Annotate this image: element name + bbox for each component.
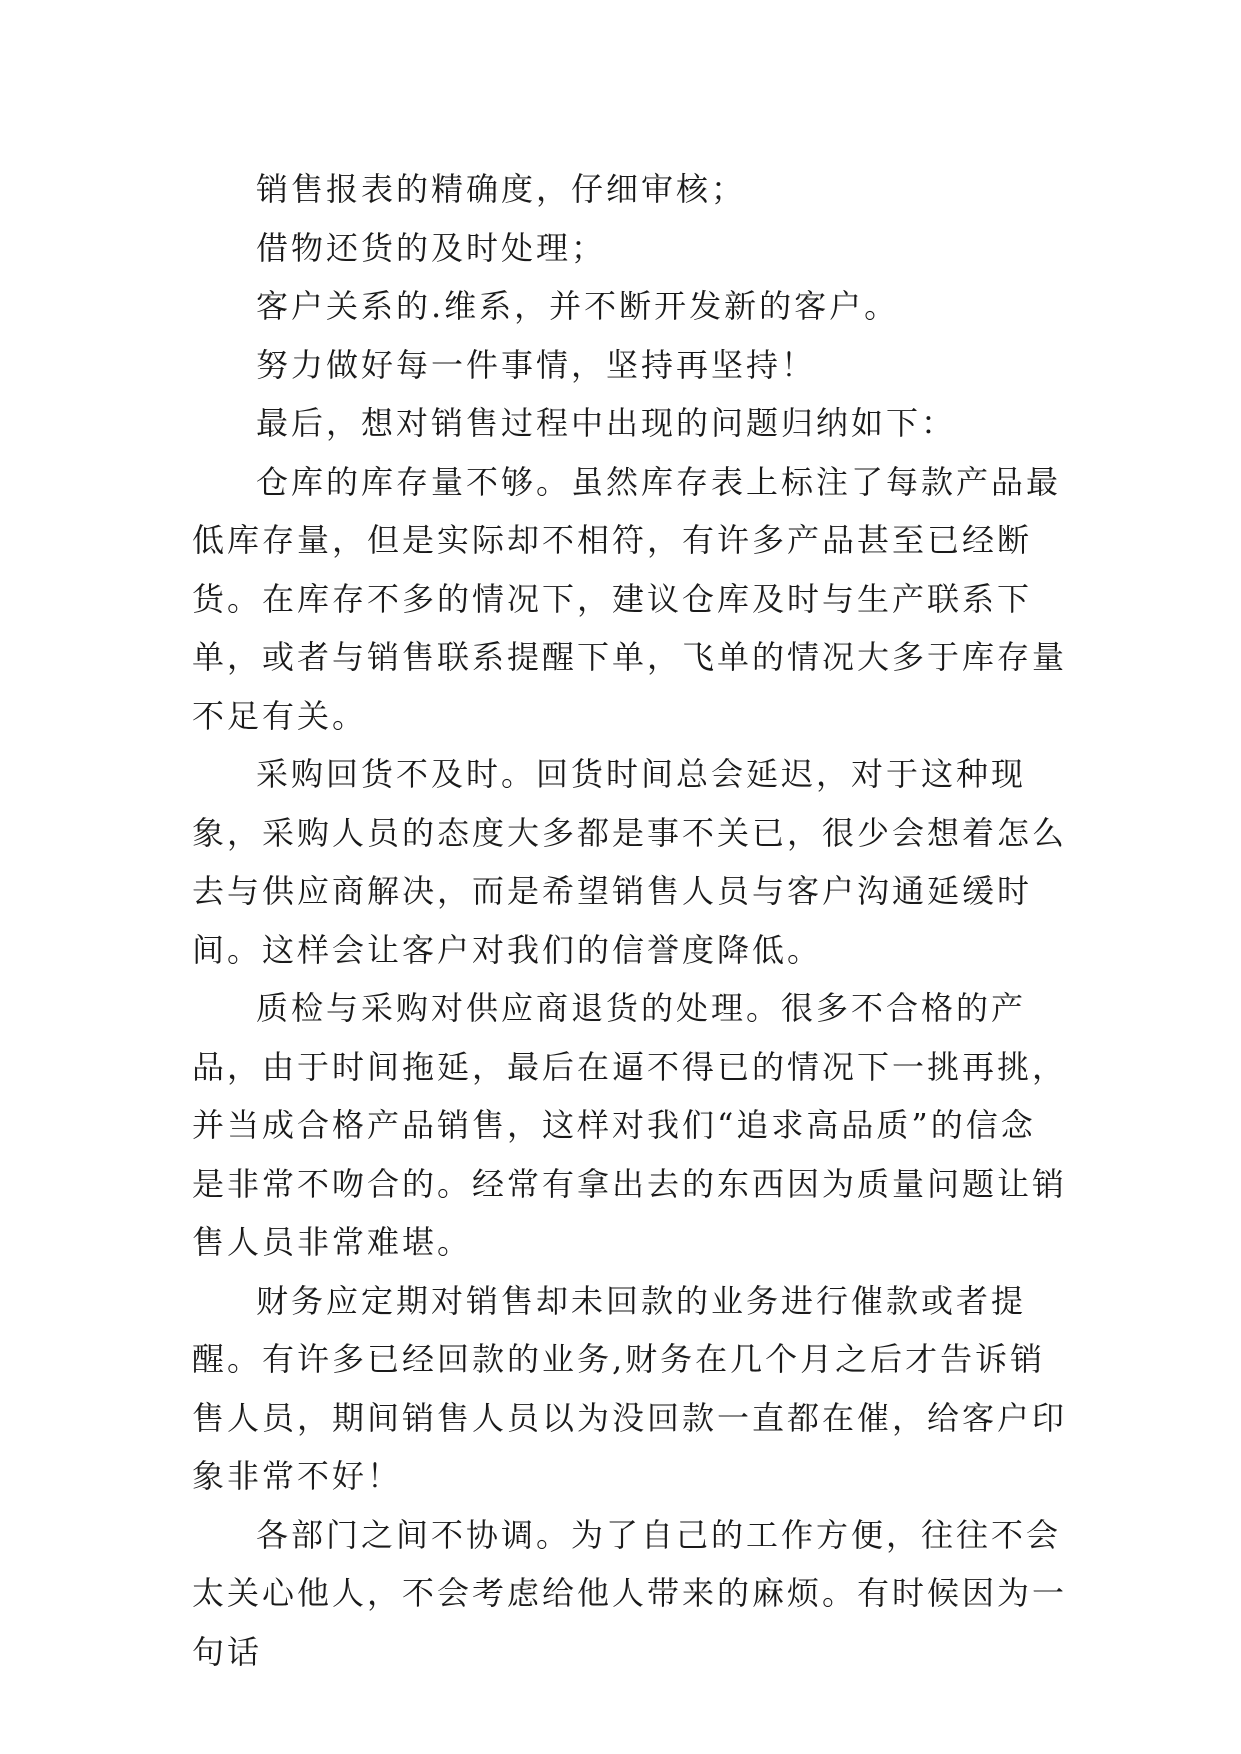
paragraph: 质检与采购对供应商退货的处理。很多不合格的产品，由于时间拖延，最后在逼不得已的情况下一挑再挑，并当成合格产品销售，这样对我们“追求高品质”的信念是非常不吻合的。经常有拿出去的东西因为质量问题让销售人员非常难堪。 bbox=[192, 989, 1068, 1261]
paragraph: 各部门之间不协调。为了自己的工作方便，往往不会太关心他人，不会考虑给他人带来的麻烦。有时候因为一句话 bbox=[192, 1515, 1068, 1671]
paragraph: 仓库的库存量不够。虽然库存表上标注了每款产品最低库存量，但是实际却不相符，有许多产品甚至已经断货。在库存不多的情况下，建议仓库及时与生产联系下单，或者与销售联系提醒下单，飞单的情况大多于库存量不足有关。 bbox=[192, 462, 1068, 735]
paragraph: 销售报表的精确度，仔细审核； bbox=[256, 170, 747, 208]
paragraph: 采购回货不及时。回货时间总会延迟，对于这种现象，采购人员的态度大多都是事不关已，很少会想着怎么去与供应商解决，而是希望销售人员与客户沟通延缓时间。这样会让客户对我们的信誉度降低。 bbox=[192, 755, 1068, 969]
paragraph: 借物还货的及时处理； bbox=[256, 228, 607, 267]
paragraph: 努力做好每一件事情，坚持再坚持！ bbox=[256, 345, 817, 384]
document-body bbox=[192, 160, 1068, 1681]
paragraph: 财务应定期对销售却未回款的业务进行催款或者提醒。有许多已经回款的业务,财务在几个月之后才告诉销售人员，期间销售人员以为没回款一直都在催，给客户印象非常不好！ bbox=[192, 1281, 1068, 1495]
paragraph: 最后，想对销售过程中出现的问题归纳如下： bbox=[256, 404, 957, 442]
paragraph: 客户关系的.维系，并不断开发新的客户。 bbox=[256, 287, 900, 325]
